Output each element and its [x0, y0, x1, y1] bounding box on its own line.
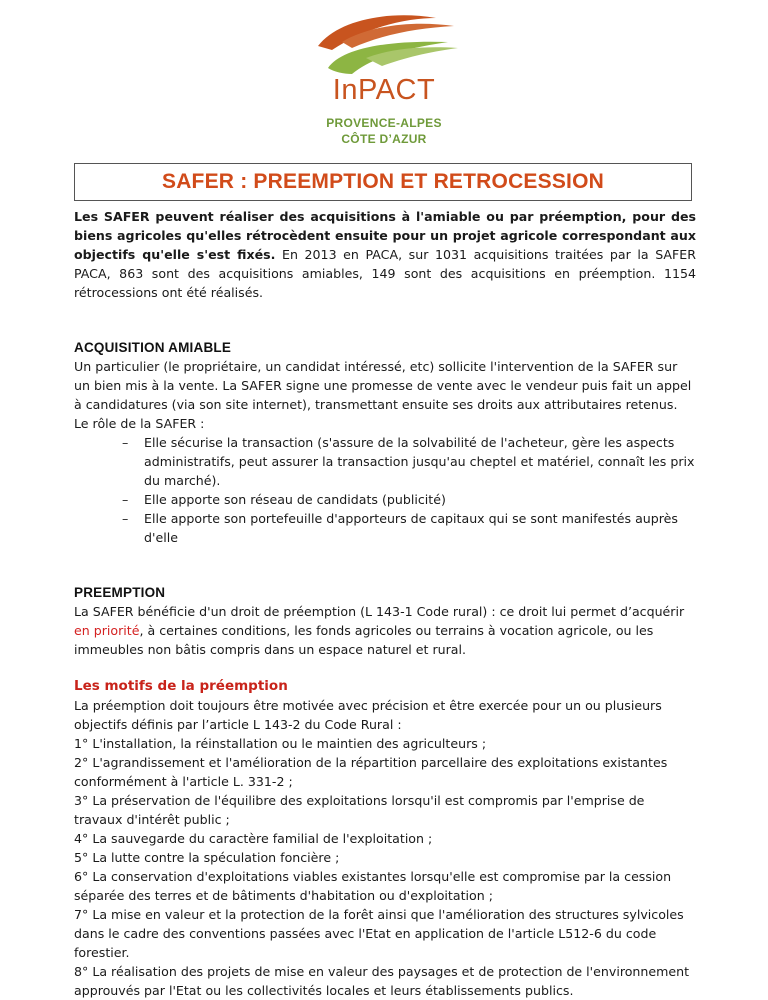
intro-bold-text: Les SAFER peuvent réaliser des acquisitions à l'amiable ou par préemption, pour des biens agricoles qu'elles rétrocèdent ensuite pour un projet agricole correspondant aux objectifs qu'elle s'est fixés.	[74, 209, 696, 262]
role-list	[74, 433, 696, 547]
preemption-highlight: en priorité	[74, 623, 140, 638]
role-label: Le rôle de la SAFER :	[74, 416, 205, 431]
logo-region-line2: CÔTE D’AZUR	[341, 132, 427, 146]
document-body	[74, 207, 696, 1000]
section-heading-amiable: ACQUISITION AMIABLE	[74, 340, 232, 355]
list-item: – Elle apporte son portefeuille d'apporteurs de capitaux qui se sont manifestés auprès d'elle	[122, 509, 696, 547]
motif-item: 2° L'agrandissement et l'amélioration de la répartition parcellaire des exploitations existantes conformément à l'article L. 331-2 ;	[74, 755, 668, 789]
inpact-swoosh-icon	[308, 12, 460, 82]
inpact-logo	[308, 12, 460, 152]
motif-item: 7° La mise en valeur et la protection de la forêt ainsi que l'amélioration des structures sylvicoles dans le cadre des conventions passées avec l'Etat en application de l'article L512-6 du code forestier.	[74, 907, 684, 960]
amiable-paragraph: Un particulier (le propriétaire, un candidat intéressé, etc) sollicite l'intervention de la SAFER sur un bien mis à la vente. La SAFER signe une promesse de vente avec le vendeur puis fait un appel à candidatures (via son site internet), transmettant ensuite ses droits aux attributaires retenus.	[74, 359, 692, 412]
motif-item: 1° L'installation, la réinstallation ou le maintien des agriculteurs ;	[74, 736, 487, 751]
page-title: SAFER : PREEMPTION ET RETROCESSION	[161, 170, 604, 193]
motif-item: 6° La conservation d'exploitations viables existantes lorsqu'elle est compromise par la cession séparée des terres et de bâtiments d'habitation ou d'exploitation ;	[74, 869, 672, 903]
preemption-text-before: La SAFER bénéficie d'un droit de préemption (L 143-1 Code rural) : ce droit lui permet d’acquérir	[74, 604, 685, 619]
intro-paragraph	[74, 207, 696, 302]
intro-text: En 2013 en PACA, sur 1031 acquisitions traitées par la SAFER PACA, 863 sont des acquisitions amiables, 149 sont des acquisitions en préemption. 1154 rétrocessions ont été réalisés.	[74, 247, 696, 300]
logo-region-line1: PROVENCE-ALPES	[326, 116, 442, 130]
motif-item: 8° La réalisation des projets de mise en valeur des paysages et de protection de l'environnement approuvés par l'Etat ou les collectivités locales et leurs établissements publics.	[74, 964, 690, 998]
title-box	[74, 163, 692, 201]
section-heading-motifs: Les motifs de la préemption	[74, 678, 288, 694]
preemption-paragraph	[74, 602, 696, 659]
preemption-text-after: , à certaines conditions, les fonds agricoles ou terrains à vocation agricole, ou les immeubles non bâtis compris dans un espace naturel et rural.	[74, 623, 654, 657]
motifs-intro: La préemption doit toujours être motivée avec précision et être exercée pour un ou plusieurs objectifs définis par l’article L 143-2 du Code Rural :	[74, 698, 662, 732]
list-item: – Elle sécurise la transaction (s'assure de la solvabilité de l'acheteur, gère les aspects administratifs, peut assurer la transaction jusqu'au cheptel et matériel, connaît les prix du marché).	[122, 433, 696, 490]
list-item: – Elle apporte son réseau de candidats (publicité)	[122, 490, 696, 509]
motif-item: 5° La lutte contre la spéculation foncière ;	[74, 850, 340, 865]
logo-name: InPACT	[332, 74, 436, 106]
motif-item: 3° La préservation de l'équilibre des exploitations lorsqu'il est compromis par l'emprise de travaux d'intérêt public ;	[74, 793, 645, 827]
section-heading-preemption: PREEMPTION	[74, 585, 166, 600]
motif-item: 4° La sauvegarde du caractère familial de l'exploitation ;	[74, 831, 433, 846]
